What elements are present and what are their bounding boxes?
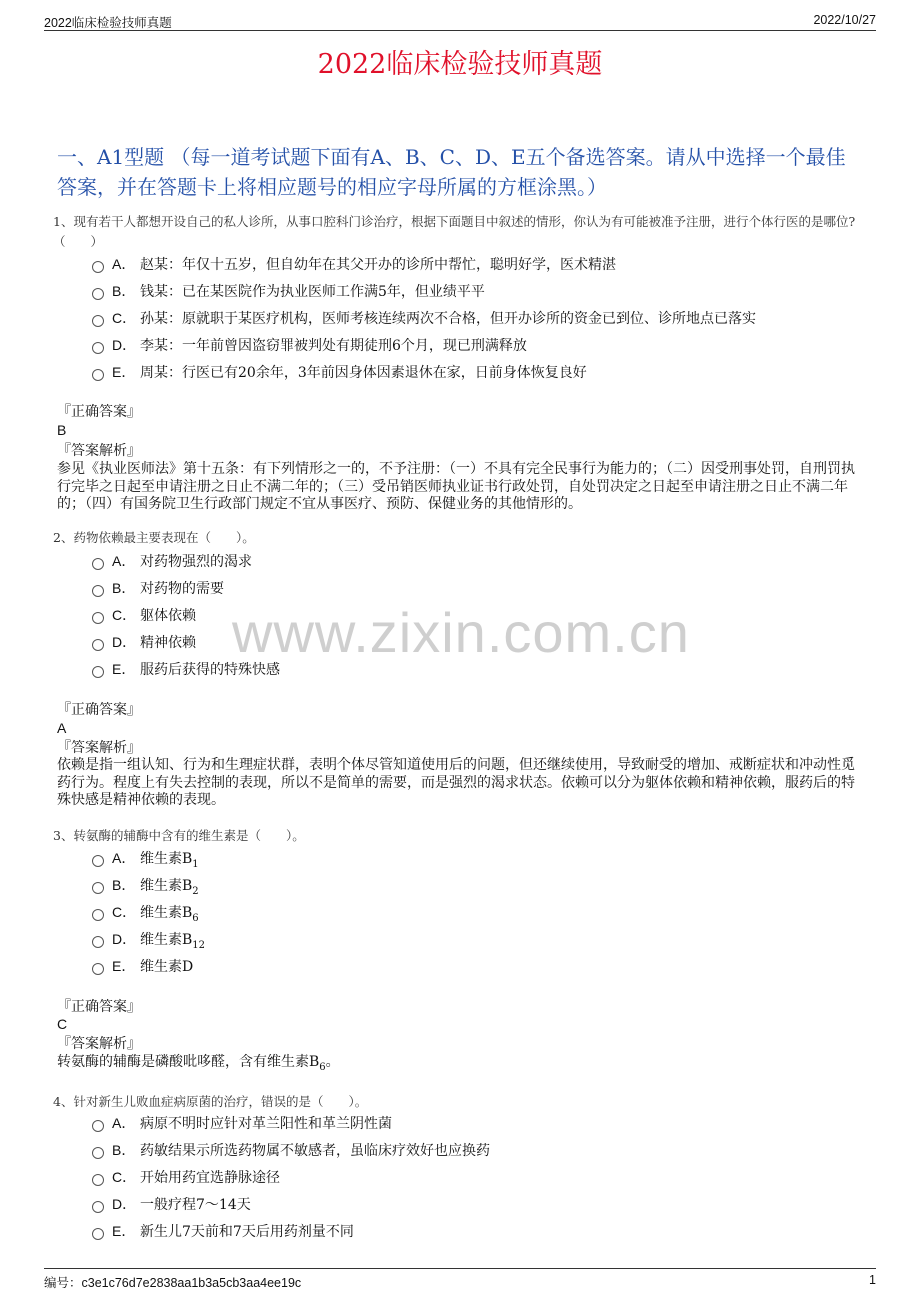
radio-icon[interactable]: [92, 315, 104, 327]
question-2-option-b[interactable]: B． 对药物的需要: [92, 578, 224, 598]
page-number: 1: [869, 1273, 876, 1287]
question-1-option-d[interactable]: D． 李某：一年前曾因盗窃罪被判处有期徒刑6个月，现已刑满释放: [92, 335, 527, 355]
question-1-option-a[interactable]: A． 赵某：年仅十五岁，但自幼年在其父开办的诊所中帮忙，聪明好学，医术精湛: [92, 254, 616, 274]
question-4-stem: 4、针对新生儿败血症病原菌的治疗，错误的是（ ）。: [53, 1094, 368, 1109]
radio-icon[interactable]: [92, 909, 104, 921]
question-2-explanation: 依赖是指一组认知、行为和生理症状群，表明个体尽管知道使用后的问题，但还继续使用，导致耐受的增加、戒断症状和冲动性觅药行为。程度上有失去控制的表现，所以不是简单的需要，而是强烈的渴求状态。依赖可以分为躯体依赖和精神依赖，服药后的特殊快感是精神依赖的表现。: [57, 757, 855, 808]
explanation-label: 『答案解析』: [57, 1036, 141, 1052]
explanation-label: 『答案解析』: [57, 443, 141, 459]
radio-icon[interactable]: [92, 963, 104, 975]
radio-icon[interactable]: [92, 369, 104, 381]
question-3-option-b[interactable]: B． 维生素$B_2$: [92, 875, 199, 895]
question-1-explanation: 参见《执业医师法》第十五条：有下列情形之一的，不予注册：（一）不具有完全民事行为能力的；（二）因受刑事处罚，自刑罚执行完毕之日起至申请注册之日止不满二年的；（三）受吊销医师执业证书行政处罚，自处罚决定之日起至申请注册之日止不满二年的；（四）有国务院卫生行政部门规定不宜从事医疗、预防、保健业务的其他情形的。: [57, 461, 855, 512]
question-4-option-a[interactable]: A． 病原不明时应针对革兰阳性和革兰阴性菌: [92, 1113, 392, 1133]
header-date: 2022/10/27: [813, 13, 876, 27]
question-2-option-e[interactable]: E． 服药后获得的特殊快感: [92, 659, 280, 679]
question-3-stem: 3、转氨酶的辅酶中含有的维生素是（ ）。: [53, 828, 305, 843]
watermark: www.zixin.com.cn: [232, 601, 690, 664]
document-id: 编号：c3e1c76d7e2838aa1b3a5cb3aa4ee19c: [44, 1276, 302, 1290]
question-1-stem: 1、现有若干人都想开设自己的私人诊所，从事口腔科门诊治疗，根据下面题目中叙述的情形，你认为有可能被准予注册，进行个体行医的是哪位?（ ）: [53, 214, 856, 249]
radio-icon[interactable]: [92, 288, 104, 300]
section-heading: 一、A1型题 （每一道考试题下面有A、B、C、D、E五个备选答案。请从中选择一个最佳答案，并在答题卡上将相应题号的相应字母所属的方框涂黑。）: [57, 145, 846, 199]
radio-icon[interactable]: [92, 1201, 104, 1213]
radio-icon[interactable]: [92, 936, 104, 948]
question-3-option-e[interactable]: E． 维生素D: [92, 956, 193, 976]
page-header: [44, 10, 876, 31]
radio-icon[interactable]: [92, 558, 104, 570]
question-4-option-d[interactable]: D． 一般疗程7～14天: [92, 1194, 251, 1214]
radio-icon[interactable]: [92, 261, 104, 273]
radio-icon[interactable]: [92, 1228, 104, 1240]
question-1-option-c[interactable]: C． 孙某：原就职于某医疗机构，医师考核连续两次不合格，但开办诊所的资金已到位、诊所地点已落实: [92, 308, 756, 328]
question-1-option-b[interactable]: B． 钱某：已在某医院作为执业医师工作满5年，但业绩平平: [92, 281, 485, 301]
explanation-label: 『答案解析』: [57, 740, 141, 756]
answer-label: 『正确答案』: [57, 404, 141, 420]
question-2-answer: A: [57, 720, 67, 736]
answer-label: 『正确答案』: [57, 702, 141, 718]
question-4-option-e[interactable]: E． 新生儿7天前和7天后用药剂量不同: [92, 1221, 354, 1241]
document-title: 2022临床检验技师真题: [317, 49, 603, 80]
question-1-option-e[interactable]: E． 周某：行医已有20余年，3年前因身体因素退休在家，日前身体恢复良好: [92, 362, 587, 382]
radio-icon[interactable]: [92, 882, 104, 894]
question-2-option-d[interactable]: D． 精神依赖: [92, 632, 196, 652]
question-3-option-a[interactable]: A． 维生素$B_1$: [92, 848, 199, 868]
question-3-option-c[interactable]: C． 维生素$B_6$: [92, 902, 199, 922]
radio-icon[interactable]: [92, 855, 104, 867]
radio-icon[interactable]: [92, 1147, 104, 1159]
radio-icon[interactable]: [92, 585, 104, 597]
question-2-option-c[interactable]: C． 躯体依赖: [92, 605, 196, 625]
radio-icon[interactable]: [92, 612, 104, 624]
question-2-stem: 2、药物依赖最主要表现在（ ）。: [53, 530, 255, 545]
radio-icon[interactable]: [92, 666, 104, 678]
question-1-answer: B: [57, 422, 67, 438]
radio-icon[interactable]: [92, 639, 104, 651]
question-2-option-a[interactable]: A． 对药物强烈的渴求: [92, 551, 252, 571]
page-footer: [44, 1268, 876, 1291]
question-3-explanation: 转氨酶的辅酶是磷酸吡哆醛，含有维生素$B_6$。: [57, 1054, 340, 1073]
question-3-option-d[interactable]: D． 维生素$B_{12}$: [92, 929, 205, 949]
header-title: 2022临床检验技师真题: [44, 16, 172, 30]
question-3-answer: C: [57, 1016, 68, 1032]
question-4-option-c[interactable]: C． 开始用药宜选静脉途径: [92, 1167, 280, 1187]
answer-label: 『正确答案』: [57, 999, 141, 1015]
radio-icon[interactable]: [92, 342, 104, 354]
radio-icon[interactable]: [92, 1174, 104, 1186]
question-4-option-b[interactable]: B． 药敏结果示所选药物属不敏感者，虽临床疗效好也应换药: [92, 1140, 490, 1160]
radio-icon[interactable]: [92, 1120, 104, 1132]
